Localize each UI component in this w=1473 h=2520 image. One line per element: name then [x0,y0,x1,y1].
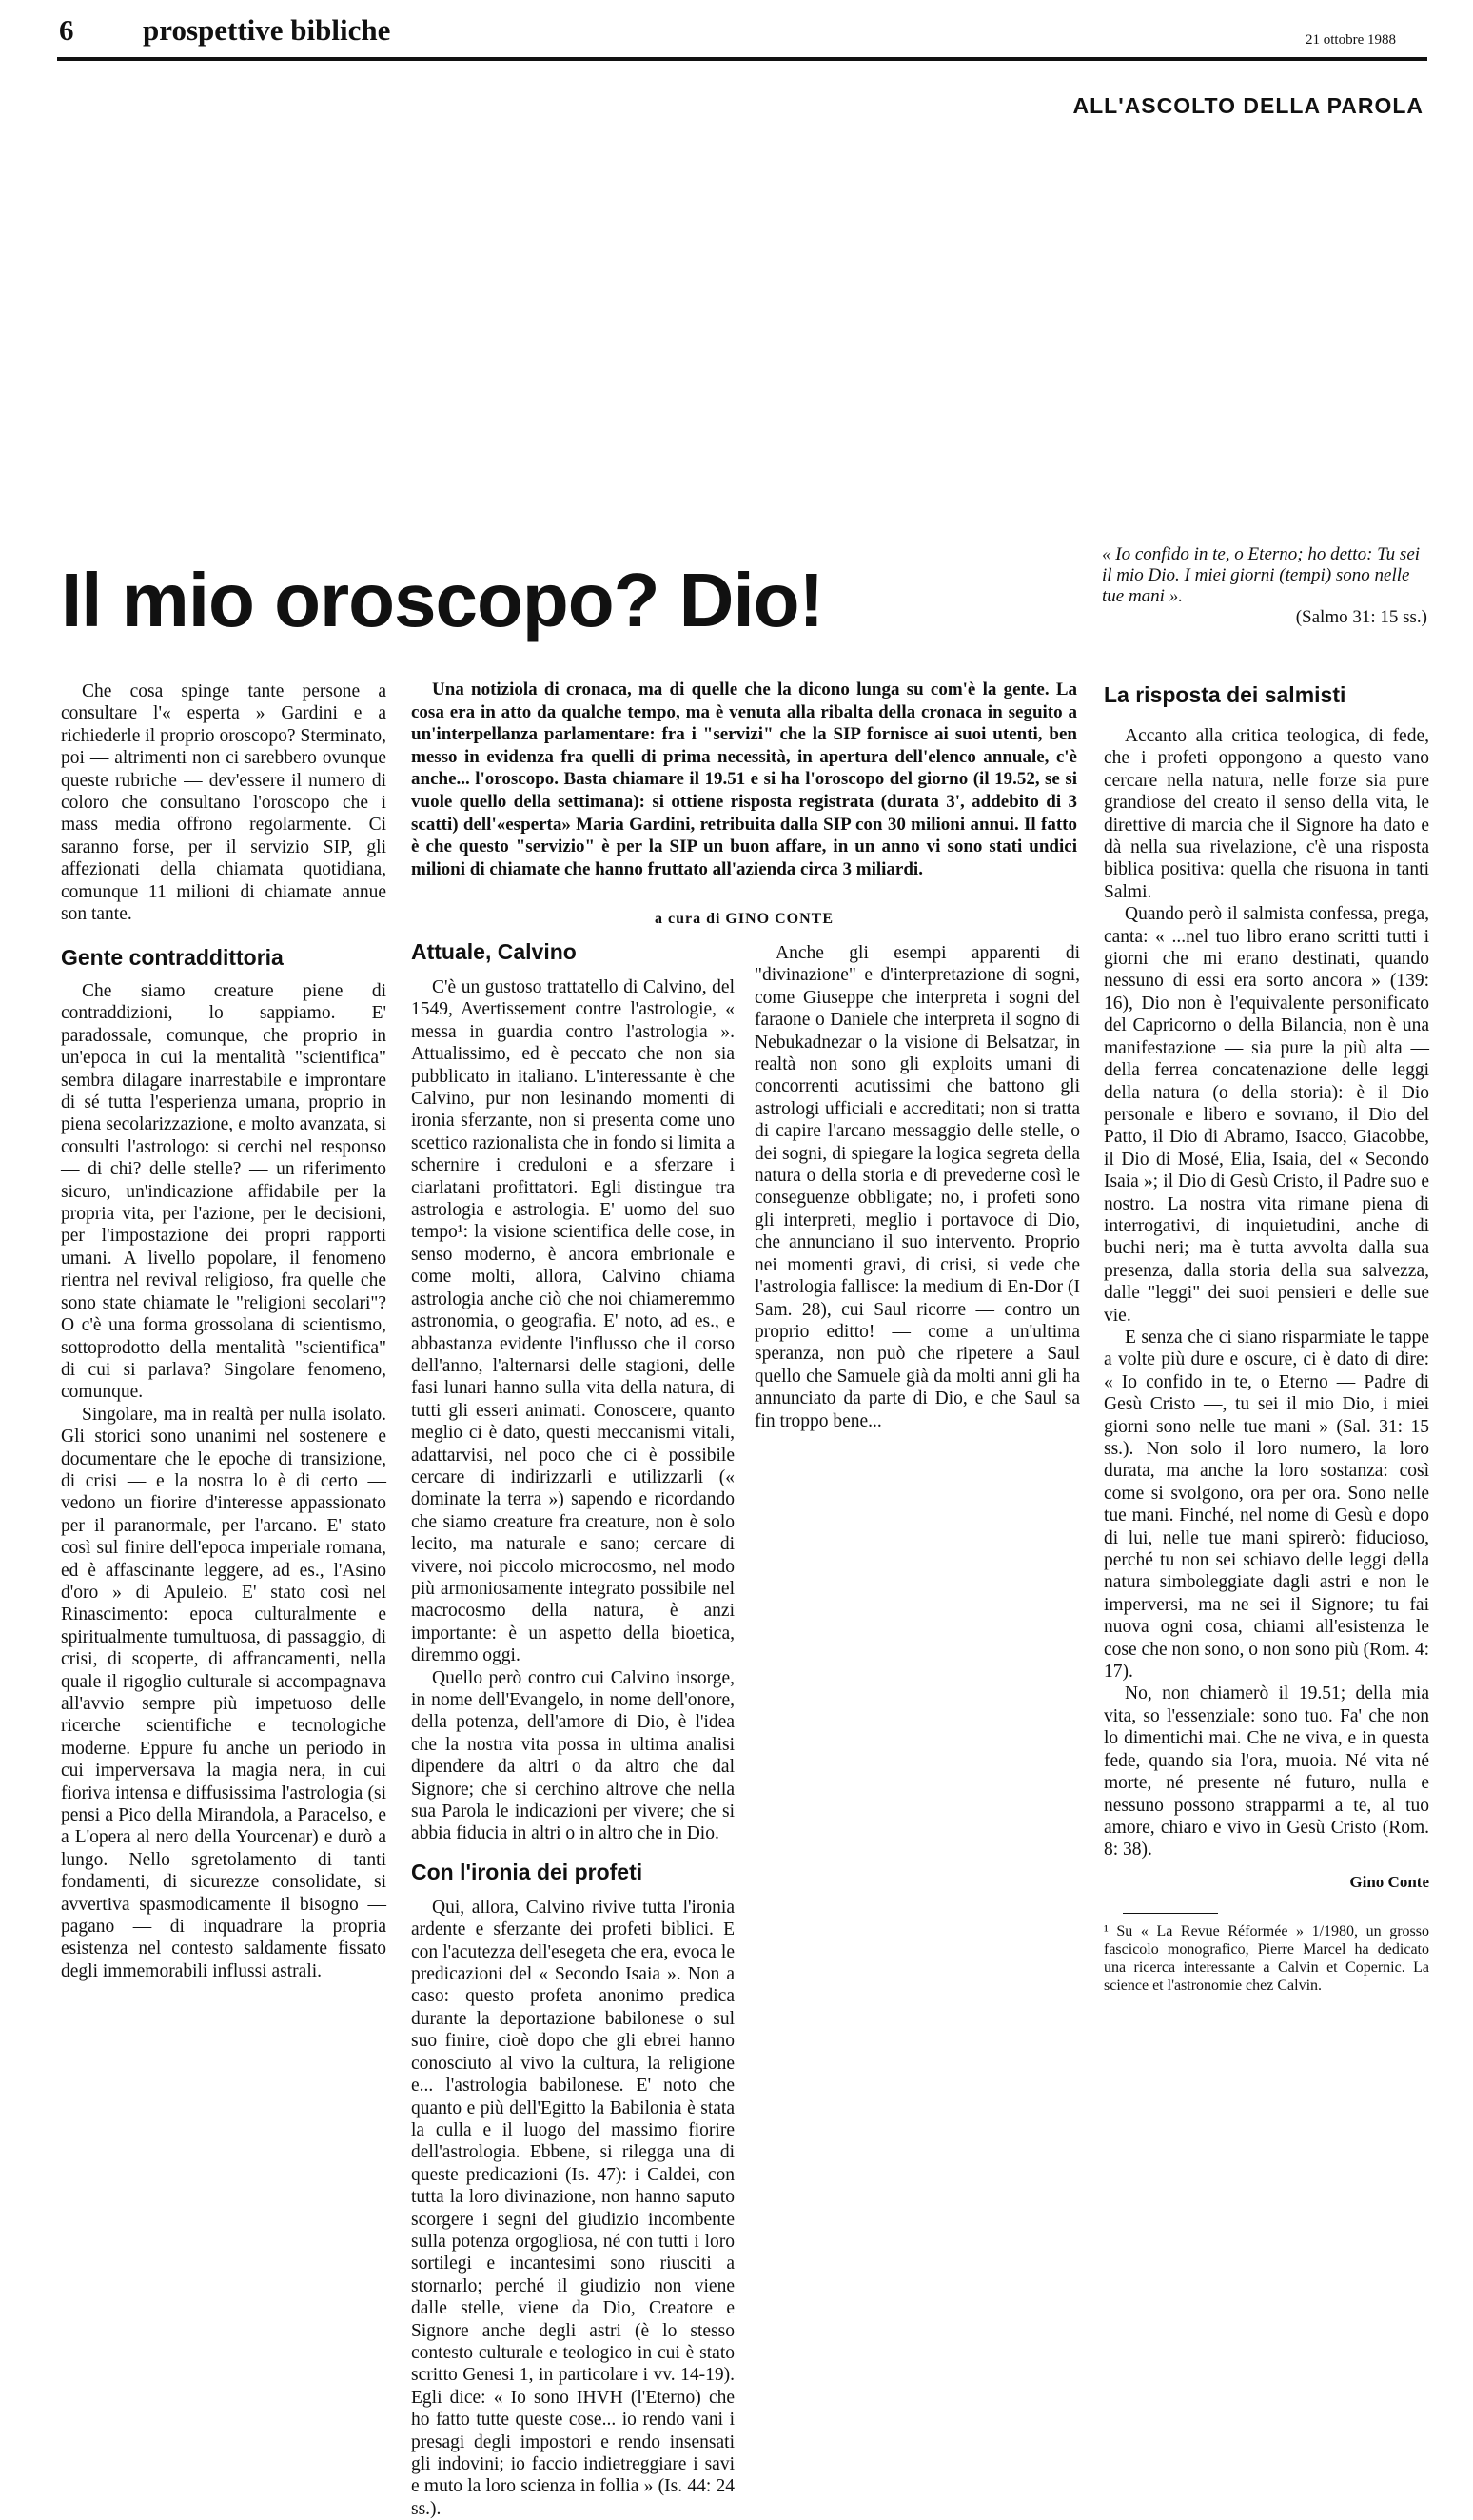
column-1 [61,944,386,1982]
paragraph: Qui, allora, Calvino rivive tutta l'ironia ardente e sferzante dei profeti biblici. E con l'acutezza dell'esegeta che era, evoca le predicazioni del « Secondo Isaia ». Non a caso: questo profeta anonimo predica durante la deportazione babilonese o sul suo finire, cioè dopo che gli ebrei hanno conosciuto al vivo la cultura, la religione e... l'astrologia babilonese. E' noto che quanto e più dell'Egitto la Babilonia è stata la culla e il luogo del massimo fiorire dell'astrologia. Ebbene, si rilegga una di queste predicazioni (Is. 47): i Caldei, con tutta la loro divinazione, non hanno saputo scorgere i segni del giudizio incombente sulla potenza orgogliosa, né con tutti i loro sortilegi e incantesimi sono riusciti a stornarlo; perché il giudizio non viene dalle stelle, viene da Dio, Creatore e Signore anche degli astri (è lo stesso contesto culturale e teologico in cui è stato scritto Genesi 1, in particolare i vv. 14-19). Egli dice: « Io sono IHVH (l'Eterno) che ho fatto tutte queste cose... io rendo vani i presagi degli impostori e rendo insensati gli indovini; io faccio indietreggiare i savi e muto la loro scienza in follia » (Is. 44: 24 ss.). [411,1897,735,2519]
intro-text: Che cosa spinge tante persone a consultare l'« esperta » Gardini e a richiederle il proprio oroscopo? Sterminato, poi — altrimenti non ci sarebbero ovunque queste rubriche — dev'essere il numero di coloro che consultano l'oroscopo che i mass media offrono regolarmente. Ci saranno forse, per il servizio SIP, gli affezionati della chiamata quotidiana, comunque 11 milioni di chiamate annue son tante. [61,681,386,925]
section-title-attuale-calvino: Attuale, Calvino [411,939,577,964]
section-title-gente-contraddittoria: Gente contraddittoria [61,945,284,970]
footnote-rule [1123,1913,1218,1914]
column-2 [411,938,735,2520]
paragraph: E senza che ci siano risparmiate le tappe a volte più dure e oscure, ci è dato di dire: « Io confido in te, o Eterno — Padre di Gesù Cristo —, tu sei il mio Dio, i miei giorni sono nelle tue mani » (Sal. 31: 15 ss.). Non solo il loro numero, la loro durata, ma anche la loro sostanza: così come si svolgono, ora per ora. Sono nelle tue mani. Finché, nel nome di Gesù e dopo di lui, nelle tue mani spirerò: fiducioso, perché tu non sei schiavo delle leggi della natura simboleggiate dagli astri e non le imperversi, ma ne sei il Signore; tu fai nuova ogni cosa, chiami all'esistenza le cose che non sono, o non sono più (Rom. 4: 17). [1104,1327,1429,1683]
issue-date: 21 ottobre 1988 [1306,32,1396,48]
paragraph: No, non chiamerò il 19.51; della mia vita, so l'essenziale: sono tuo. Fa' che non lo dimentichi mai. Che ne viva, e in questa fede, quando sia l'ora, muoia. Né vita né morte, né presente né futuro, nulla e nessuno possono strapparmi a te, al tuo amore, chiaro e vivo in Gesù Cristo (Rom. 8: 38). [1104,1683,1429,1860]
section-title-ironia-profeti: Con l'ironia dei profeti [411,1859,643,1884]
article-headline: Il mio oroscopo? Dio! [61,558,824,642]
epigraph [1102,544,1427,628]
footnote: ¹ Su « La Revue Réformée » 1/1980, un grosso fascicolo monografico, Pierre Marcel ha dedicato una ricerca interessante a Calvin et Copernic. La science et l'astronomie chez Calvin. [1104,1923,1429,1994]
author-signature: Gino Conte [1349,1872,1429,1891]
paragraph: Accanto alla critica teologica, di fede, che i profeti oppongono a questo vano cercare nella natura, nelle forze sia pure grandiose del creato il senso della vita, le direttive di marcia che il Signore ha dato e dà nella sua rivelazione, c'è una risposta biblica positiva: quella che risuona in tanti Salmi. [1104,726,1429,902]
paragraph: Quello però contro cui Calvino insorge, in nome dell'Evangelo, in nome dell'onore, della potenza, dell'amore di Dio, è l'idea che la nostra vita possa in ultima analisi dipendere da altri o da altro che dal Signore; che si cerchino altrove che nella sua Parola le indicazioni per vivere; che si abbia fiducia in altri o in altro che in Dio. [411,1667,735,1844]
section-rubric: ALL'ASCOLTO DELLA PAROLA [1072,93,1424,118]
epigraph-source: (Salmo 31: 15 ss.) [1295,607,1427,627]
lead-paragraph [411,679,1077,880]
lead-text: Una notiziola di cronaca, ma di quelle che la dicono lunga su com'è la gente. La cosa era in atto da qualche tempo, ma è venuta alla ribalta della cronaca in seguito a un'interpellanza parlamentare: fra i "servizi" che la SIP fornisce ai suoi utenti, ben messo in evidenza fra quelli di prima necessità, in apertura dell'elenco annuale, c'è anche... l'oroscopo. Basta chiamare il 19.51 e si ha l'oroscopo del giorno (il 19.52, se si vuole quello della settimana): si ottiene risposta registrata (durata 3', addebito di 3 scatti) dell'«esperta» Maria Gardini, retribuita dalla SIP con 30 milioni annui. Il fatto è che questo "servizio" è per la SIP un buon affare, in un anno vi sono stati undici milioni di chiamate che hanno fruttato all'azienda circa 3 miliardi. [411,679,1077,879]
column-4 [1104,681,1429,1893]
intro-paragraph [61,680,386,925]
paragraph: Che siamo creature piene di contraddizioni, lo sappiamo. E' paradossale, comunque, che proprio in un'epoca in cui la mentalità "scientifica" sembra dilagare inarrestabile e improntare di sé tutta l'esperienza umana, proprio in piena secolarizzazione, e molto avanzata, si consulti l'astrologo: si cerchi nel responso — di chi? delle stelle? — un riferimento sicuro, un'indicazione affidabile per la propria vita, per l'azione, per le decisioni, per l'impostazione dei propri rapporti umani. A livello popolare, il fenomeno rientra nel revival religioso, fra quelle che sono state chiamate le "religioni secolari"? O c'è una forma grossolana di scientismo, sottoprodotto della mentalità "scientifica" di cui si parlava? Singolare fenomeno, comunque. [61,981,386,1403]
paragraph: Singolare, ma in realtà per nulla isolato. Gli storici sono unanimi nel sostenere e documentare che le epoche di transizione, di crisi — e la nostra lo è di certo — vedono un fiorire d'interesse appassionato per il paranormale, per l'arcano. E' stato così sul finire dell'epoca imperiale romana, ed è affascinante leggere, ad es., l'Asino d'oro » di Apuleio. E' stato così nel Rinascimento: epoca culturalmente e spiritualmente tumultuosa, di passaggio, di crisi, di scoperte, di affrancamenti, nella quale il rigoglio culturale si accompagnava all'avvio sempre più impetuoso delle ricerche scientifiche e tecnologiche moderne. Eppure fu anche un periodo in cui imperversava la magia nera, in cui fioriva intensa e diffusissima l'astrologia (si pensi a Pico della Mirandola, a Paracelso, e a L'opera al nero della Yourcenar) e durò a lungo. Nello sgretolamento di tanti fondamenti, di sicurezze consolidate, si avvertiva spasmodicamente il bisogno — pagano — di inquadrare la propria esistenza nel contesto saldamente fissato degli immemorabili influssi astrali. [61,1404,386,1981]
byline: a cura di GINO CONTE [654,911,834,927]
column-3 [755,942,1080,1432]
epigraph-quote: « Io confido in te, o Eterno; ho detto: Tu sei il mio Dio. I miei giorni (tempi) sono nelle tue mani ». [1102,544,1421,606]
paragraph: Anche gli esempi apparenti di "divinazione" e d'interpretazione di sogni, come Giuseppe che interpreta i sogni del faraone o Daniele che interpreta il sogno di Nebukadnezar o la visione di Belsatzar, in realtà non sono gli exploits umani di concorrenti acutissimi che battono gli astrologi ufficiali e accreditati; non si tratta di capire l'arcano messaggio delle stelle, o dei sogni, di spiegare la logica segreta della natura o della storia e di prevederne così le conseguenze obbligate; no, i profeti sono gli interpreti, meglio i portavoce di Dio, che annunciano il suo intervento. Proprio nei momenti gravi, di crisi, si vede che l'astrologia fallisce: la medium di En-Dor (I Sam. 28), cui Saul ricorre — contro un proprio editto! — come a un'ultima speranza, non può che ripetere a Saul quello che Samuele già da molti anni gli ha annunciato da parte di Dio, e che Saul sa fin troppo bene... [755,943,1080,1431]
paragraph: Quando però il salmista confessa, prega, canta: « ...nel tuo libro erano scritti tutti i giorni che mi erano destinati, quando nessuno di essi era sorto ancora » (139: 16), Dio non è l'equivalente personificato del Capricorno o della Bilancia, non è una manifestazione — sia pure la più alta — della ferrea concatenazione delle leggi della natura (o della storia): è il Dio personale e libero e sovrano, il Dio del Patto, il Dio di Abramo, Isacco, Giacobbe, il Dio di Mosé, Elia, Isaia, del « Secondo Isaia »; il Dio di Gesù Cristo, il Padre suo e nostro. La nostra vita rimane piena di interrogativi, di inquietudini, anche di buchi neri; ma è tutta avvolta dalla sua presenza, dalla storia della sua salvezza, dalle "leggi" dei suoi pensieri e delle sue vie. [1104,904,1429,1326]
page-number: 6 [59,13,74,47]
section-title-risposta-salmisti: La risposta dei salmisti [1104,682,1346,707]
paragraph: C'è un gustoso trattatello di Calvino, del 1549, Avertissement contre l'astrologie, « messa in guardia contro l'astrologia ». Attualissimo, ed è peccato che non sia pubblicato in italiano. L'interessante è che Calvino, pur non lesinando momenti di ironia sferzante, non si presenta come uno scettico razionalista che in fondo si limita a schernire i creduloni e a sferzare i ciarlatani profittatori. Egli distingue tra astrologia e astrologia. E' uomo del suo tempo¹: la visione scientifica delle cose, in senso moderno, è ancora embrionale e come molti, allora, Calvino chiama astrologia anche ciò che noi chiameremmo astronomia, o geografia. E' noto, ad es., e abbastanza evidente l'influsso che il corso dell'anno, l'alternarsi delle stagioni, delle fasi lunari hanno sulla vita della natura, di tutti gli esseri animati. Conoscere, quanto meglio ci è dato, questi meccanismi vitali, adattarvisi, nel poco che ci è possibile cercare di indirizzarli e utilizzarli (« dominate la terra ») sapendo e ricordando che siamo creature fra creature, non è solo lecito, ma naturale e sano; cercare di vivere, noi piccolo microcosmo, nel modo più armoniosamente integrato possibile nel macrocosmo della natura, è anzi importante: è un aspetto della bioetica, diremmo oggi. [411,977,735,1666]
masthead-rule [57,57,1427,61]
masthead-title: prospettive bibliche [143,13,391,47]
